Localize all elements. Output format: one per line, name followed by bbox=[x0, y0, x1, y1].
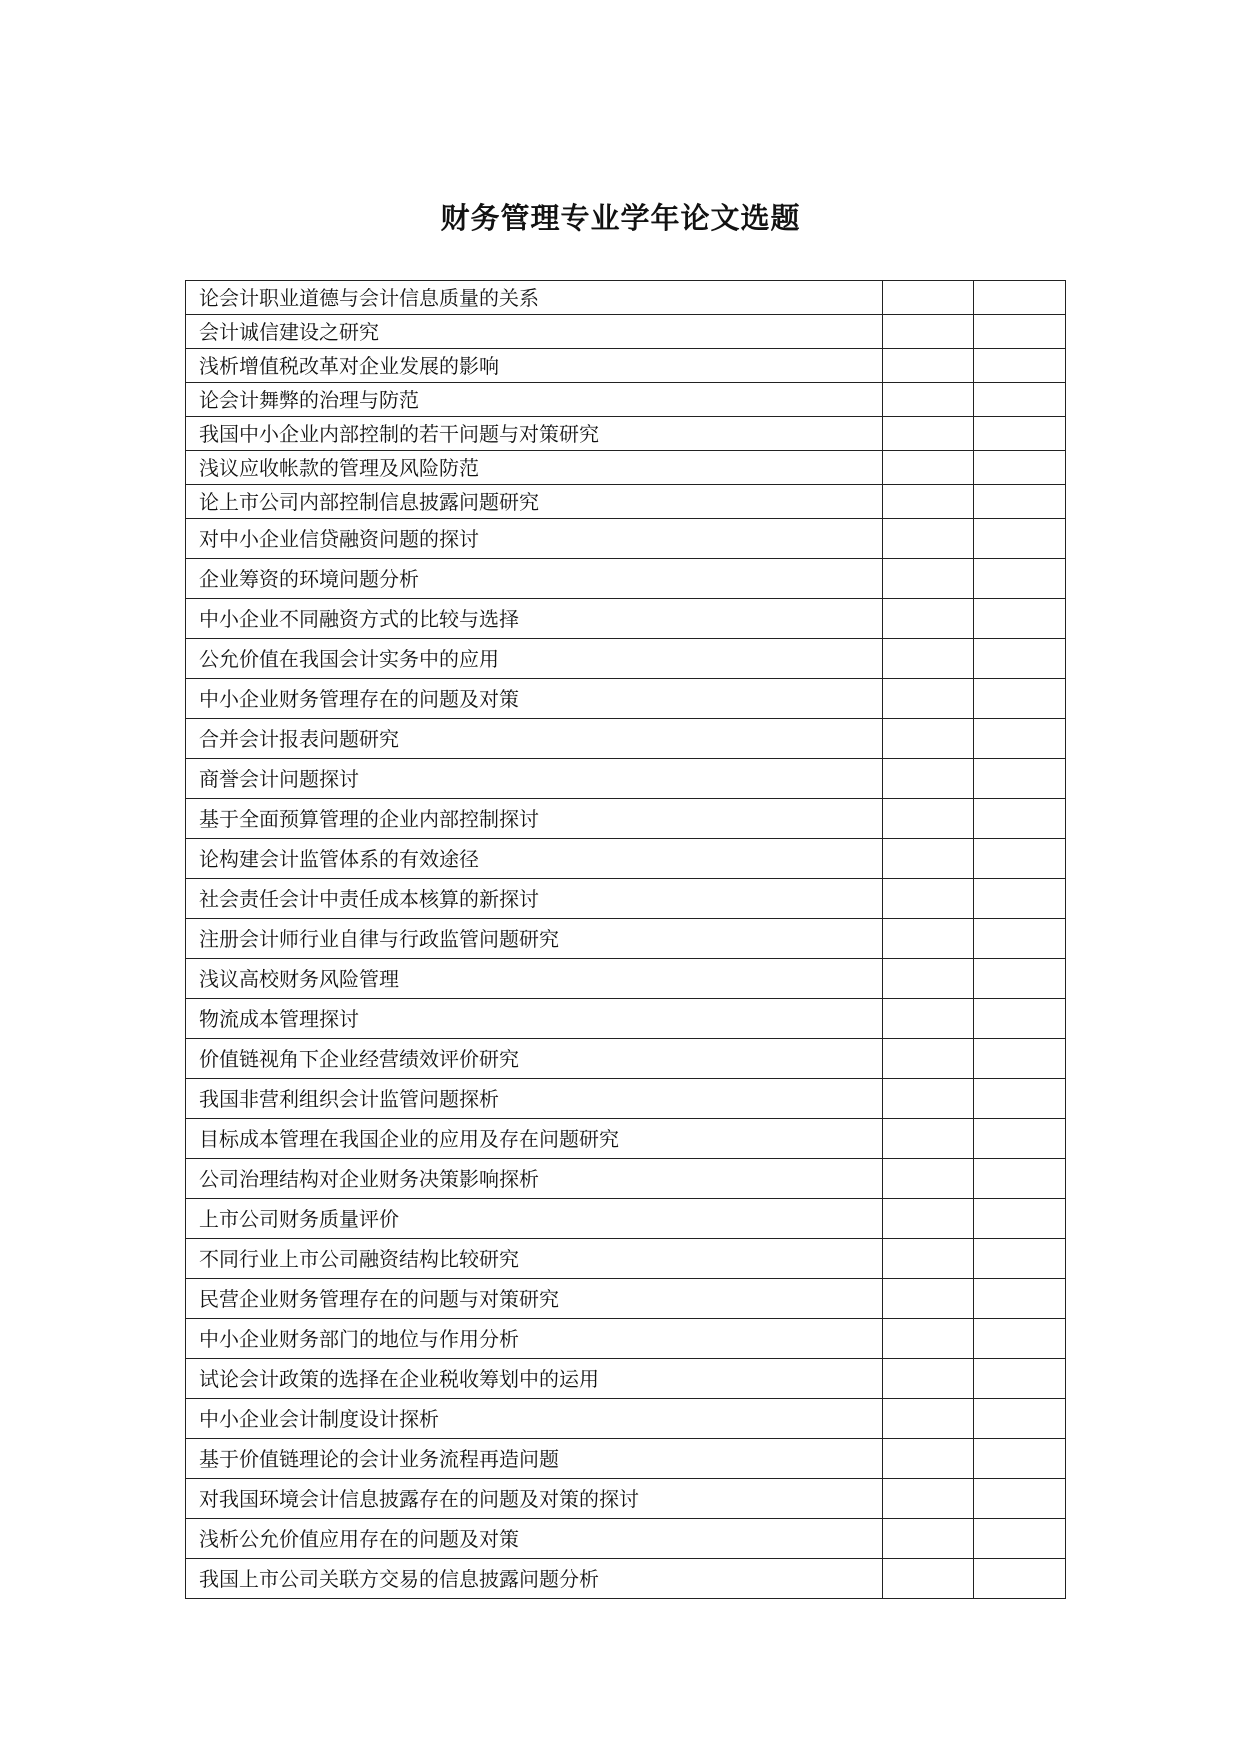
table-row bbox=[186, 799, 1066, 839]
table-row bbox=[186, 315, 1066, 349]
blank-cell bbox=[883, 1039, 974, 1079]
topic-title-cell: 中小企业不同融资方式的比较与选择 bbox=[186, 599, 883, 639]
blank-cell bbox=[974, 1559, 1066, 1599]
topic-title-cell: 会计诚信建设之研究 bbox=[186, 315, 883, 349]
blank-cell bbox=[883, 1159, 974, 1199]
topic-title-cell: 基于价值链理论的会计业务流程再造问题 bbox=[186, 1439, 883, 1479]
blank-cell bbox=[974, 679, 1066, 719]
topic-title-cell: 论上市公司内部控制信息披露问题研究 bbox=[186, 485, 883, 519]
topic-title-cell: 目标成本管理在我国企业的应用及存在问题研究 bbox=[186, 1119, 883, 1159]
topic-title-cell: 中小企业会计制度设计探析 bbox=[186, 1399, 883, 1439]
topic-title-cell: 价值链视角下企业经营绩效评价研究 bbox=[186, 1039, 883, 1079]
blank-cell bbox=[883, 679, 974, 719]
blank-cell bbox=[974, 719, 1066, 759]
table-row bbox=[186, 1159, 1066, 1199]
topic-title-cell: 中小企业财务管理存在的问题及对策 bbox=[186, 679, 883, 719]
table-row bbox=[186, 1079, 1066, 1119]
table-row bbox=[186, 759, 1066, 799]
blank-cell bbox=[883, 1359, 974, 1399]
table-row bbox=[186, 1199, 1066, 1239]
blank-cell bbox=[974, 1319, 1066, 1359]
blank-cell bbox=[974, 1519, 1066, 1559]
table-row bbox=[186, 959, 1066, 999]
blank-cell bbox=[883, 1279, 974, 1319]
blank-cell bbox=[883, 1319, 974, 1359]
blank-cell bbox=[974, 1079, 1066, 1119]
blank-cell bbox=[883, 799, 974, 839]
blank-cell bbox=[974, 1279, 1066, 1319]
blank-cell bbox=[974, 1359, 1066, 1399]
topic-title-cell: 论会计职业道德与会计信息质量的关系 bbox=[186, 281, 883, 315]
topic-title-cell: 企业筹资的环境问题分析 bbox=[186, 559, 883, 599]
blank-cell bbox=[883, 599, 974, 639]
blank-cell bbox=[883, 1479, 974, 1519]
topic-title-cell: 注册会计师行业自律与行政监管问题研究 bbox=[186, 919, 883, 959]
topic-title-cell: 论会计舞弊的治理与防范 bbox=[186, 383, 883, 417]
topic-title-cell: 中小企业财务部门的地位与作用分析 bbox=[186, 1319, 883, 1359]
blank-cell bbox=[883, 719, 974, 759]
topic-title-cell: 基于全面预算管理的企业内部控制探讨 bbox=[186, 799, 883, 839]
table-row bbox=[186, 485, 1066, 519]
topics-table bbox=[185, 280, 1066, 1599]
table-row bbox=[186, 1559, 1066, 1599]
blank-cell bbox=[883, 1399, 974, 1439]
topics-table-body bbox=[186, 281, 1066, 1599]
topic-title-cell: 浅议应收帐款的管理及风险防范 bbox=[186, 451, 883, 485]
blank-cell bbox=[883, 315, 974, 349]
topic-title-cell: 我国中小企业内部控制的若干问题与对策研究 bbox=[186, 417, 883, 451]
table-row bbox=[186, 383, 1066, 417]
table-row bbox=[186, 999, 1066, 1039]
topic-title-cell: 浅析增值税改革对企业发展的影响 bbox=[186, 349, 883, 383]
table-row bbox=[186, 349, 1066, 383]
table-row bbox=[186, 1239, 1066, 1279]
table-row bbox=[186, 839, 1066, 879]
blank-cell bbox=[883, 349, 974, 383]
blank-cell bbox=[883, 879, 974, 919]
table-row bbox=[186, 1119, 1066, 1159]
blank-cell bbox=[974, 759, 1066, 799]
table-row bbox=[186, 1479, 1066, 1519]
table-row bbox=[186, 919, 1066, 959]
table-row bbox=[186, 417, 1066, 451]
blank-cell bbox=[974, 417, 1066, 451]
blank-cell bbox=[974, 959, 1066, 999]
blank-cell bbox=[883, 759, 974, 799]
table-row bbox=[186, 1439, 1066, 1479]
topic-title-cell: 合并会计报表问题研究 bbox=[186, 719, 883, 759]
blank-cell bbox=[974, 1159, 1066, 1199]
blank-cell bbox=[974, 1239, 1066, 1279]
blank-cell bbox=[883, 1239, 974, 1279]
topic-title-cell: 公司治理结构对企业财务决策影响探析 bbox=[186, 1159, 883, 1199]
topic-title-cell: 浅议高校财务风险管理 bbox=[186, 959, 883, 999]
blank-cell bbox=[883, 1199, 974, 1239]
blank-cell bbox=[883, 281, 974, 315]
blank-cell bbox=[974, 451, 1066, 485]
blank-cell bbox=[883, 1559, 974, 1599]
table-row bbox=[186, 281, 1066, 315]
topic-title-cell: 不同行业上市公司融资结构比较研究 bbox=[186, 1239, 883, 1279]
blank-cell bbox=[883, 639, 974, 679]
blank-cell bbox=[883, 919, 974, 959]
table-row bbox=[186, 451, 1066, 485]
blank-cell bbox=[883, 1079, 974, 1119]
blank-cell bbox=[974, 799, 1066, 839]
blank-cell bbox=[974, 1199, 1066, 1239]
blank-cell bbox=[883, 1519, 974, 1559]
blank-cell bbox=[974, 1039, 1066, 1079]
topic-title-cell: 上市公司财务质量评价 bbox=[186, 1199, 883, 1239]
blank-cell bbox=[974, 1119, 1066, 1159]
topic-title-cell: 对我国环境会计信息披露存在的问题及对策的探讨 bbox=[186, 1479, 883, 1519]
topic-title-cell: 民营企业财务管理存在的问题与对策研究 bbox=[186, 1279, 883, 1319]
blank-cell bbox=[883, 999, 974, 1039]
blank-cell bbox=[883, 1119, 974, 1159]
blank-cell bbox=[974, 919, 1066, 959]
blank-cell bbox=[883, 451, 974, 485]
topic-title-cell: 浅析公允价值应用存在的问题及对策 bbox=[186, 1519, 883, 1559]
table-row bbox=[186, 519, 1066, 559]
topic-title-cell: 试论会计政策的选择在企业税收筹划中的运用 bbox=[186, 1359, 883, 1399]
topic-title-cell: 商誉会计问题探讨 bbox=[186, 759, 883, 799]
blank-cell bbox=[974, 879, 1066, 919]
blank-cell bbox=[974, 281, 1066, 315]
table-row bbox=[186, 679, 1066, 719]
page-title: 财务管理专业学年论文选题 bbox=[440, 201, 801, 235]
table-row bbox=[186, 1279, 1066, 1319]
blank-cell bbox=[883, 417, 974, 451]
blank-cell bbox=[974, 1479, 1066, 1519]
blank-cell bbox=[883, 559, 974, 599]
blank-cell bbox=[974, 639, 1066, 679]
blank-cell bbox=[974, 839, 1066, 879]
blank-cell bbox=[883, 519, 974, 559]
blank-cell bbox=[974, 519, 1066, 559]
table-row bbox=[186, 1039, 1066, 1079]
blank-cell bbox=[974, 599, 1066, 639]
table-row bbox=[186, 719, 1066, 759]
blank-cell bbox=[883, 1439, 974, 1479]
blank-cell bbox=[883, 485, 974, 519]
blank-cell bbox=[883, 383, 974, 417]
blank-cell bbox=[974, 999, 1066, 1039]
table-row bbox=[186, 1519, 1066, 1559]
topic-title-cell: 我国上市公司关联方交易的信息披露问题分析 bbox=[186, 1559, 883, 1599]
blank-cell bbox=[974, 485, 1066, 519]
blank-cell bbox=[974, 383, 1066, 417]
blank-cell bbox=[974, 349, 1066, 383]
table-row bbox=[186, 599, 1066, 639]
blank-cell bbox=[974, 315, 1066, 349]
table-row bbox=[186, 1399, 1066, 1439]
table-row bbox=[186, 879, 1066, 919]
blank-cell bbox=[883, 839, 974, 879]
topic-title-cell: 对中小企业信贷融资问题的探讨 bbox=[186, 519, 883, 559]
blank-cell bbox=[974, 559, 1066, 599]
table-row bbox=[186, 1319, 1066, 1359]
topic-title-cell: 物流成本管理探讨 bbox=[186, 999, 883, 1039]
blank-cell bbox=[883, 959, 974, 999]
blank-cell bbox=[974, 1399, 1066, 1439]
topic-title-cell: 我国非营利组织会计监管问题探析 bbox=[186, 1079, 883, 1119]
table-row bbox=[186, 639, 1066, 679]
topic-title-cell: 论构建会计监管体系的有效途径 bbox=[186, 839, 883, 879]
blank-cell bbox=[974, 1439, 1066, 1479]
topic-title-cell: 公允价值在我国会计实务中的应用 bbox=[186, 639, 883, 679]
topic-title-cell: 社会责任会计中责任成本核算的新探讨 bbox=[186, 879, 883, 919]
table-row bbox=[186, 559, 1066, 599]
table-row bbox=[186, 1359, 1066, 1399]
